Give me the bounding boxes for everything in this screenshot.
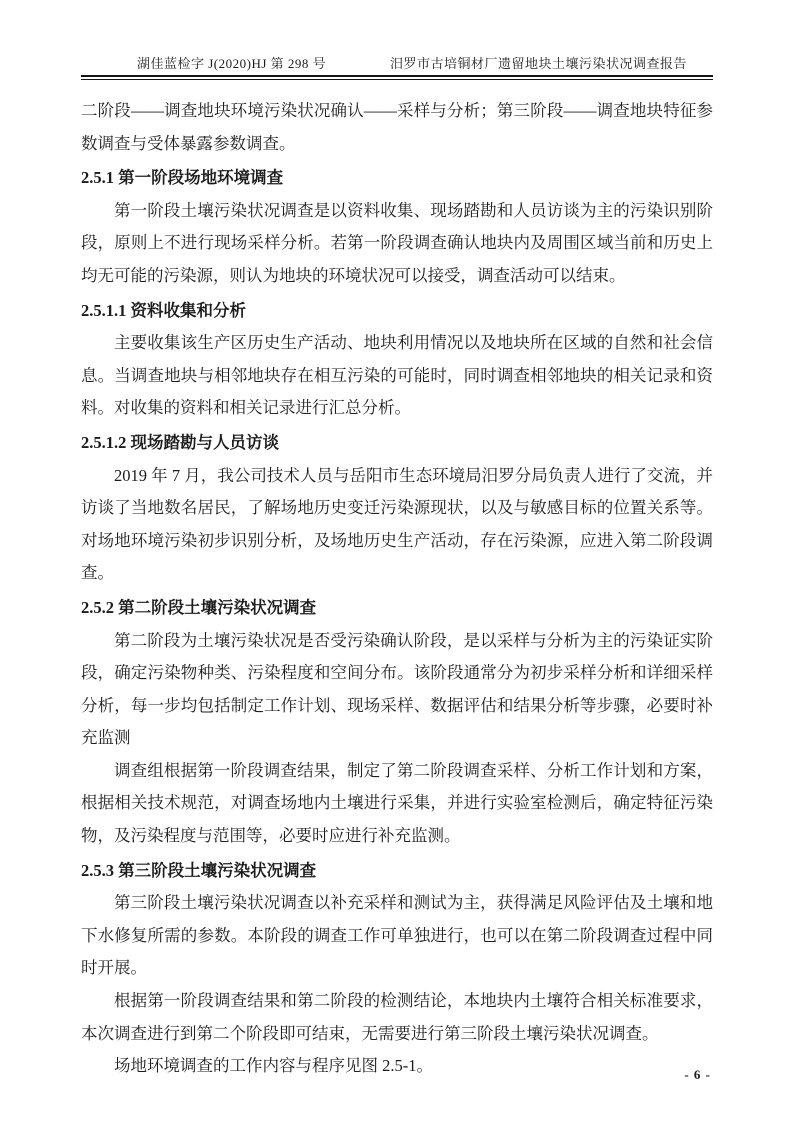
body-paragraph: 2019 年 7 月，我公司技术人员与岳阳市生态环境局汨罗分局负责人进行了交流，并访谈了当地数名居民，了解场地历史变迁污染源现状，以及与敏感目标的位置关系等。对场地环境污染初步识别分析，及场地历史生产活动，存在污染源，应进入第二阶段调查。 (81, 465, 713, 583)
body-paragraph: 第三阶段土壤污染状况调查以补充采样和测试为主，获得满足风险评估及土壤和地下水修复所需的参数。本阶段的调查工作可单独进行，也可以在第二阶段调查过程中同时开展。 (81, 893, 713, 978)
section-heading-2-5-3: 2.5.3 第三阶段土壤污染状况调查 (81, 860, 317, 880)
section-heading-2-5-2: 2.5.2 第二阶段土壤污染状况调查 (81, 597, 317, 617)
header-document-number: 湖佳蓝检字 J(2020)HJ 第 298 号 (137, 56, 327, 71)
header-report-title: 汨罗市古培铜材厂遗留地块土壤污染状况调查报告 (389, 56, 687, 71)
document-body (81, 95, 713, 1083)
page-number: - 6 - (684, 1067, 711, 1082)
body-paragraph: 根据第一阶段调查结果和第二阶段的检测结论，本地块内土壤符合相关标准要求，本次调查进行到第二个阶段即可结束，无需要进行第三阶段土壤污染状况调查。 (81, 991, 713, 1043)
body-paragraph: 第二阶段为土壤污染状况是否受污染确认阶段，是以采样与分析为主的污染证实阶段，确定污染物种类、污染程度和空间分布。该阶段通常分为初步采样分析和详细采样分析，每一步均包括制定工作计划、现场采样、数据评估和结果分析等步骤，必要时补充监测 (81, 630, 713, 748)
body-paragraph: 主要收集该生产区历史生产活动、地块利用情况以及地块所在区域的自然和社会信息。当调查地块与相邻地块存在相互污染的可能时，同时调查相邻地块的相关记录和资料。对收集的资料和相关记录进行汇总分析。 (81, 333, 713, 418)
header-divider-rule (81, 75, 713, 80)
body-paragraph: 调查组根据第一阶段调查结果，制定了第二阶段调查采样、分析工作计划和方案，根据相关技术规范，对调查场地内土壤进行采集，并进行实验室检测后，确定特征污染物，及污染程度与范围等，必要时应进行补充监测。 (81, 760, 713, 846)
section-heading-2-5-1: 2.5.1 第一阶段场地环境调查 (81, 168, 284, 188)
body-paragraph: 第一阶段土壤污染状况调查是以资料收集、现场踏勘和人员访谈为主的污染识别阶段，原则上不进行现场采样分析。若第一阶段调查确认地块内及周围区域当前和历史上均无可能的污染源，则认为地块的环境状况可以接受，调查活动可以结束。 (81, 200, 713, 285)
section-heading-2-5-1-2: 2.5.1.2 现场踏勘与人员访谈 (81, 432, 279, 452)
body-paragraph-continuation: 二阶段——调查地块环境污染状况确认——采样与分析；第三阶段——调查地块特征参数调查与受体暴露参数调查。 (81, 101, 713, 153)
section-heading-2-5-1-1: 2.5.1.1 资料收集和分析 (81, 300, 246, 320)
page-header (81, 56, 713, 80)
body-paragraph: 场地环境调查的工作内容与程序见图 2.5-1。 (114, 1056, 433, 1076)
